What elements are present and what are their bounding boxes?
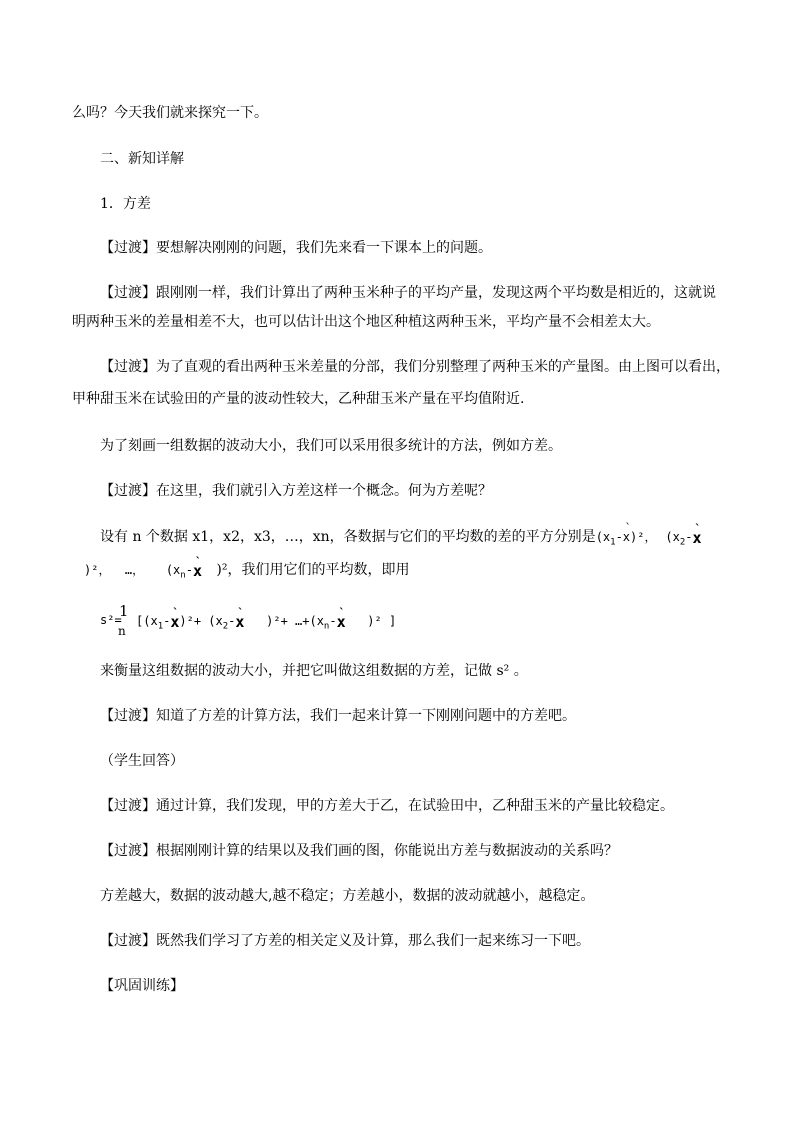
paragraph: 【过渡】跟刚刚一样，我们计算出了两种玉米种子的平均产量，发现这两个平均数是相近的，这就说 (100, 285, 716, 301)
paragraph-variance-intro (100, 527, 702, 551)
formula-rhs: [($x_1-`$ $x)^2+ (x_2-`$ x )$^2+ \dots+(x_n-`$ x )² ] (136, 611, 396, 635)
paragraph: 甲种甜玉米在试验田的产量的波动性较大，乙种甜玉米产量在平均值附近. (72, 391, 525, 407)
paragraph: 为了刻画一组数据的波动大小，我们可以采用很多统计的方法，例如方差。 (100, 438, 562, 454)
paragraph: （学生回答） (100, 753, 184, 769)
math-line-2: )²， …， ($x_n-`$ x )²，我们用它们的平均数，即用 (84, 560, 410, 584)
fraction-numerator: 1 (119, 602, 129, 620)
paragraph: 【过渡】在这里，我们就引入方差这样一个概念。何为方差呢？ (100, 483, 492, 499)
paragraph: 明两种玉米的差量相差不大，也可以估计出这个地区种植这两种玉米，平均产量不会相差太大。 (72, 314, 660, 330)
math-term-x2: ($x_2-`$ x (665, 530, 701, 544)
paragraph-text: 设有 n 个数据 x1，x2，x3，…，xn，各数据与它们的平均数的差的平方分别是 (100, 529, 596, 545)
section-heading-practice: 【巩固训练】 (100, 978, 184, 994)
paragraph: 【过渡】知道了方差的计算方法，我们一起来计算一下刚刚问题中的方差吧。 (100, 708, 576, 724)
subsection-heading: 1．方差 (100, 196, 151, 212)
paragraph: 【过渡】根据刚刚计算的结果以及我们画的图，你能说出方差与数据波动的关系吗？ (100, 843, 618, 859)
paragraph: 【过渡】通过计算，我们发现，甲的方差大于乙，在试验田中，乙种甜玉米的产量比较稳定。 (100, 798, 674, 814)
paragraph: 来衡量这组数据的波动大小，并把它叫做这组数据的方差，记做 s² 。 (100, 663, 528, 679)
formula-lhs: s²= (100, 613, 122, 627)
paragraph: 【过渡】既然我们学习了方差的相关定义及计算，那么我们一起来练习一下吧。 (100, 933, 590, 949)
math-term-x1: ($x_1-`$ x)²， (596, 530, 657, 544)
paragraph: 【过渡】为了直观的看出两种玉米差量的分部，我们分别整理了两种玉米的产量图。由上图可以看出， (100, 359, 730, 375)
section-heading: 二、新知详解 (100, 151, 184, 167)
fraction-denominator: n (118, 624, 126, 638)
paragraph: 么吗？今天我们就来探究一下。 (72, 105, 268, 121)
paragraph: 【过渡】要想解决刚刚的问题，我们先来看一下课本上的问题。 (100, 240, 492, 256)
paragraph: 方差越大，数据的波动越大,越不稳定；方差越小，数据的波动就越小，越稳定。 (100, 888, 595, 904)
